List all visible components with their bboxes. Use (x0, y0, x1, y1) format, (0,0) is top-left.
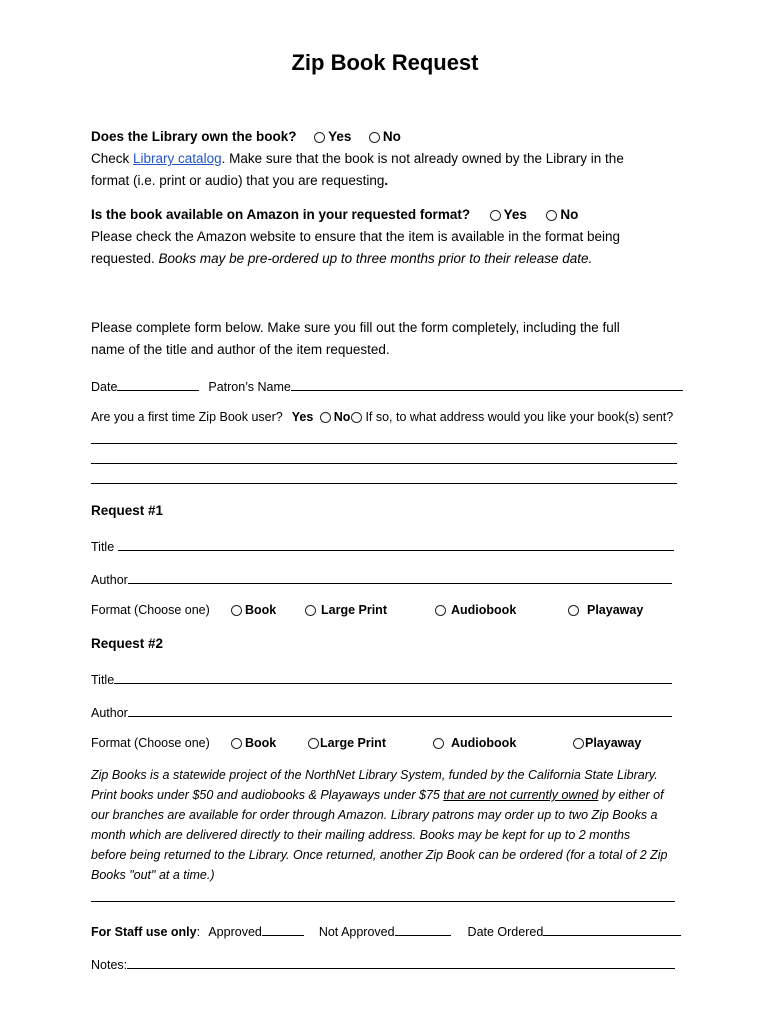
request1-format-label: Format (Choose one) (91, 603, 210, 617)
first-time-yes-label: Yes (291, 410, 314, 424)
request1-title-row (91, 537, 674, 554)
request2-author-field[interactable] (128, 703, 672, 717)
request2-book-label: Book (245, 736, 277, 750)
request1-playaway-label: Playaway (587, 603, 644, 617)
q1-check-line (91, 151, 624, 166)
approved-field[interactable] (262, 922, 304, 936)
staff-label: For Staff use only (91, 925, 197, 939)
request1-format-book[interactable] (231, 603, 276, 617)
request1-author-field[interactable] (128, 570, 672, 584)
footer-line2 (91, 788, 664, 802)
footer-line2-a: Print books under $50 and audiobooks & Playaways under $75 (91, 788, 444, 802)
request2-format-audiobook[interactable] (433, 736, 516, 750)
request2-format-label: Format (Choose one) (91, 736, 210, 750)
first-time-no-label: No (333, 410, 351, 424)
request2-author-label: Author (91, 706, 128, 720)
request1-format-large-print[interactable] (305, 603, 387, 617)
date-field[interactable] (117, 377, 199, 391)
address-line-2[interactable] (91, 463, 677, 464)
request2-large-print-label: Large Print (320, 736, 386, 750)
patron-name-label: Patron’s Name (208, 380, 291, 394)
q1-no-label: No (382, 129, 401, 144)
q1-check-line2-text: format (i.e. print or audio) that you are requesting (91, 173, 385, 188)
footer-line2-underlined: that are not currently owned (443, 788, 599, 802)
request1-author-label: Author (91, 573, 128, 587)
q2-question: Is the book available on Amazon in your requested format? (91, 207, 471, 222)
request2-format-playaway[interactable] (573, 736, 641, 750)
request2-format-book[interactable] (231, 736, 276, 750)
first-time-yes-radio[interactable] (320, 412, 331, 423)
request1-large-print-label: Large Print (321, 603, 387, 617)
q1-check-prefix: Check (91, 151, 134, 166)
request2-audiobook-radio[interactable] (433, 738, 444, 749)
request1-playaway-radio[interactable] (568, 605, 579, 616)
footer-line3: our branches are available for order through Amazon. Library patrons may order up to two Zip Books a (91, 808, 658, 822)
request1-title-field[interactable] (118, 537, 674, 551)
notes-row (91, 955, 675, 972)
request2-audiobook-label: Audiobook (451, 736, 517, 750)
not-approved-field[interactable] (395, 922, 451, 936)
q1-row (91, 129, 401, 144)
q1-question: Does the Library own the book? (91, 129, 297, 144)
footer-line6: Books "out" at a time.) (91, 868, 215, 882)
q1-yes-radio[interactable] (314, 132, 325, 143)
footer-line2-b: by either of (598, 788, 664, 802)
request1-heading: Request #1 (91, 503, 164, 518)
q1-check-line2 (91, 173, 388, 188)
first-time-no-radio[interactable] (351, 412, 362, 423)
request1-audiobook-radio[interactable] (435, 605, 446, 616)
footer-line4: month which are delivered directly to their mailing address. Books may be kept for up to 2 months (91, 828, 631, 842)
q1-check-period: . (384, 173, 389, 188)
request2-title-label: Title (91, 673, 115, 687)
q1-no-radio[interactable] (369, 132, 380, 143)
request1-title-label: Title (91, 540, 115, 554)
patron-name-field[interactable] (291, 377, 683, 391)
date-label: Date (91, 380, 118, 394)
library-catalog-link[interactable]: Library catalog (133, 151, 222, 166)
notes-label: Notes: (91, 958, 128, 972)
q2-row (91, 207, 578, 222)
address-line-3[interactable] (91, 483, 677, 484)
q2-no-radio[interactable] (546, 210, 557, 221)
q2-yes-label: Yes (503, 207, 527, 222)
request1-format-playaway[interactable] (568, 603, 643, 617)
request1-format-audiobook[interactable] (435, 603, 516, 617)
request1-author-row (91, 570, 672, 587)
not-approved-label: Not Approved (318, 925, 395, 939)
request2-large-print-radio[interactable] (308, 738, 319, 749)
instructions-line1: Please complete form below. Make sure you fill out the form completely, including the full (91, 320, 620, 335)
staff-row (91, 922, 681, 939)
address-line-1[interactable] (91, 443, 677, 444)
q2-line2-plain: requested. (91, 251, 159, 266)
date-ordered-field[interactable] (543, 922, 681, 936)
request2-format-large-print[interactable] (308, 736, 386, 750)
date-ordered-label: Date Ordered (467, 925, 544, 939)
q2-no-label: No (560, 207, 579, 222)
q1-yes-label: Yes (328, 129, 352, 144)
q2-yes-radio[interactable] (490, 210, 501, 221)
footer-line5: before being returned to the Library. Once returned, another Zip Book can be ordered (for a total of 2 Zip (91, 848, 668, 862)
q2-line1: Please check the Amazon website to ensure that the item is available in the format being (91, 229, 621, 244)
q2-line2 (91, 251, 592, 266)
address-question: If so, to what address would you like your book(s) sent? (365, 410, 674, 424)
request2-playaway-label: Playaway (585, 736, 642, 750)
q1-check-suffix: . Make sure that the book is not already owned by the Library in the (221, 151, 624, 166)
request2-title-field[interactable] (114, 670, 672, 684)
staff-colon: : (196, 925, 201, 939)
date-row (91, 377, 683, 394)
notes-field[interactable] (127, 955, 675, 969)
request2-author-row (91, 703, 672, 720)
footer-line1: Zip Books is a statewide project of the NorthNet Library System, funded by the California State Library. (91, 768, 658, 782)
request1-book-label: Book (245, 603, 277, 617)
page-title: Zip Book Request (291, 50, 479, 75)
approved-label: Approved (208, 925, 262, 939)
q2-line2-italic: Books may be pre-ordered up to three months prior to their release date. (158, 251, 593, 266)
request1-book-radio[interactable] (231, 605, 242, 616)
request2-heading: Request #2 (91, 636, 164, 651)
request1-audiobook-label: Audiobook (451, 603, 517, 617)
request2-book-radio[interactable] (231, 738, 242, 749)
request2-playaway-radio[interactable] (573, 738, 584, 749)
first-time-row (91, 410, 673, 424)
instructions-line2: name of the title and author of the item requested. (91, 342, 390, 357)
first-time-question: Are you a first time Zip Book user? (91, 410, 283, 424)
footer-divider (91, 901, 675, 902)
request2-title-row (91, 670, 672, 687)
request1-large-print-radio[interactable] (305, 605, 316, 616)
